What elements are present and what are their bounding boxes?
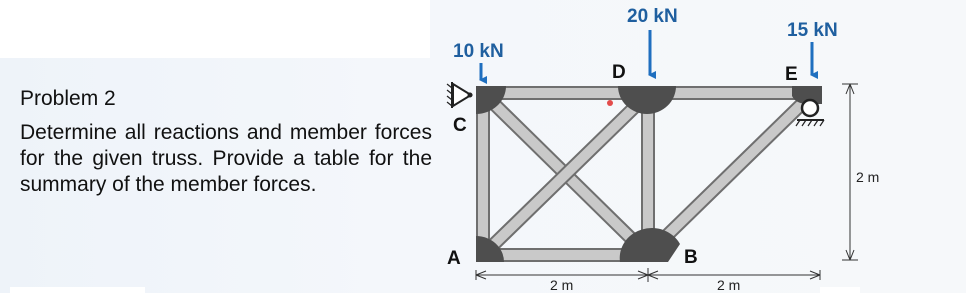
load-label-e: 15 kN [787, 20, 838, 41]
problem-heading: Problem 2 [20, 87, 116, 110]
member-be-diagonal [650, 96, 810, 252]
dimension-label-height: 2 m [856, 169, 880, 185]
problem-text: Determine all reactions and member forces for the given truss. Provide a table for the summary of the member forces. [20, 121, 432, 196]
load-label-c: 10 kN [453, 41, 504, 62]
node-label-e: E [785, 64, 798, 85]
marker-dot [607, 100, 613, 106]
node-label-d: D [612, 62, 626, 83]
bottom-mask-left [10, 287, 145, 293]
dimension-horizontal [476, 268, 820, 282]
bottom-mask-right [820, 287, 860, 293]
load-label-d: 20 kN [627, 6, 678, 27]
load-arrows [453, 6, 838, 80]
load-arrow-c [453, 41, 504, 80]
node-label-b: B [684, 247, 698, 268]
pin-support-c [447, 82, 473, 108]
node-label-a: A [447, 248, 461, 269]
dimension-label-ab: 2 m [550, 277, 574, 293]
node-label-c: C [453, 115, 467, 136]
dimension-label-be: 2 m [717, 277, 741, 293]
load-arrow-d [627, 6, 678, 75]
